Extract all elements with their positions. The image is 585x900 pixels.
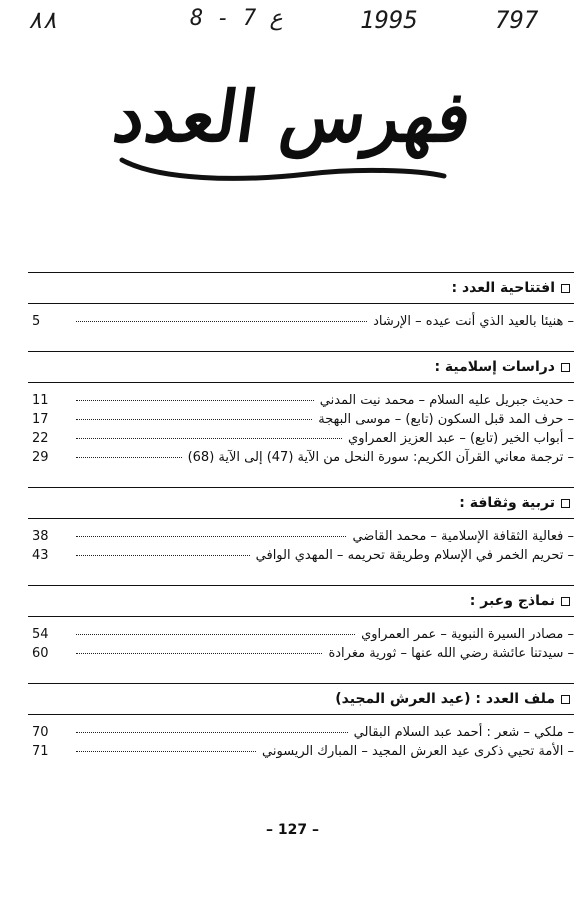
- section-heading: [28, 586, 574, 617]
- entry-title: – هنيئا بالعيد الذي أنت عيده – الإرشاد: [373, 314, 574, 329]
- entry-page-number: 43: [32, 548, 49, 563]
- toc-section: [28, 683, 574, 781]
- dot-leader: [76, 438, 342, 439]
- checkbox-square-icon: [561, 363, 570, 372]
- section-heading-text: نماذج وعبر :: [469, 593, 555, 609]
- entry-title: – حديث جبريل عليه السلام – محمد نيت المدني: [319, 393, 574, 408]
- entry-page-number: 5: [32, 314, 41, 329]
- dot-leader: [76, 634, 355, 635]
- entry-title: – سيدتنا عائشة رضي الله عنها – ثورية مغرادة: [328, 646, 574, 661]
- section-heading: [28, 488, 574, 519]
- toc-entry: [28, 412, 574, 431]
- toc-entry: [28, 725, 574, 744]
- entry-title: – فعالية الثقافة الإسلامية – محمد القاضي: [352, 529, 574, 544]
- entry-list: [28, 383, 574, 487]
- table-of-contents: [28, 272, 574, 781]
- toc-section: [28, 487, 574, 585]
- entry-list: [28, 715, 574, 781]
- toc-entry: [28, 529, 574, 548]
- checkbox-square-icon: [561, 695, 570, 704]
- entry-page-number: 70: [32, 725, 49, 740]
- handwritten-issue-number: ع 7 - 8: [190, 6, 283, 31]
- entry-page-number: 71: [32, 744, 49, 759]
- entry-page-number: 60: [32, 646, 49, 661]
- entry-page-number: 11: [32, 393, 49, 408]
- title-calligraphy-swash: [118, 146, 448, 186]
- entry-title: – تحريم الخمر في الإسلام وطريقة تحريمه – المهدي الوافي: [255, 548, 574, 563]
- entry-title: – ملكي – شعر : أحمد عبد السلام البقالي: [353, 725, 574, 740]
- entry-title: – ترجمة معاني القرآن الكريم: سورة النحل من الآية (47) إلى الآية (68): [187, 450, 574, 465]
- toc-entry: [28, 450, 574, 469]
- toc-entry: [28, 548, 574, 567]
- section-heading-text: ملف العدد : (عيد العرش المجيد): [335, 691, 555, 707]
- dot-leader: [76, 751, 256, 752]
- entry-list: [28, 617, 574, 683]
- entry-list: [28, 304, 574, 351]
- section-heading-text: افتتاحية العدد :: [451, 280, 555, 296]
- entry-title: – الأمة تحيي ذكرى عيد العرش المجيد – المبارك الريسوني: [262, 744, 574, 759]
- entry-title: – مصادر السيرة النبوية – عمر العمراوي: [361, 627, 574, 642]
- handwritten-year: 1995: [360, 6, 418, 34]
- handwritten-note-right: 797: [495, 6, 539, 34]
- dot-leader: [76, 536, 346, 537]
- dot-leader: [76, 321, 367, 322]
- toc-entry: [28, 393, 574, 412]
- toc-entry: [28, 314, 574, 333]
- dot-leader: [76, 400, 314, 401]
- section-heading-text: تربية وثقافة :: [459, 495, 555, 511]
- checkbox-square-icon: [561, 597, 570, 606]
- section-heading: [28, 273, 574, 304]
- page-number: – 127 –: [266, 822, 319, 838]
- dot-leader: [76, 419, 312, 420]
- page-title: فهرس العدد: [108, 75, 477, 158]
- dot-leader: [76, 653, 322, 654]
- handwritten-note-left: ٨٨: [28, 6, 57, 34]
- entry-page-number: 54: [32, 627, 49, 642]
- toc-entry: [28, 646, 574, 665]
- entry-title: – حرف المد قبل السكون (تابع) – موسى البهجة: [318, 412, 574, 427]
- entry-page-number: 38: [32, 529, 49, 544]
- section-heading: [28, 684, 574, 715]
- dot-leader: [76, 555, 250, 556]
- dot-leader: [76, 732, 348, 733]
- toc-entry: [28, 431, 574, 450]
- entry-list: [28, 519, 574, 585]
- toc-entry: [28, 627, 574, 646]
- entry-page-number: 29: [32, 450, 49, 465]
- entry-title: – أبواب الخير (تابع) – عبد العزيز العمراوي: [348, 431, 574, 446]
- toc-entry: [28, 744, 574, 763]
- entry-page-number: 22: [32, 431, 49, 446]
- section-heading: [28, 352, 574, 383]
- section-heading-text: دراسات إسلامية :: [434, 359, 555, 375]
- checkbox-square-icon: [561, 499, 570, 508]
- toc-section: [28, 351, 574, 487]
- toc-section: [28, 585, 574, 683]
- dot-leader: [76, 457, 182, 458]
- checkbox-square-icon: [561, 284, 570, 293]
- entry-page-number: 17: [32, 412, 49, 427]
- toc-section: [28, 272, 574, 351]
